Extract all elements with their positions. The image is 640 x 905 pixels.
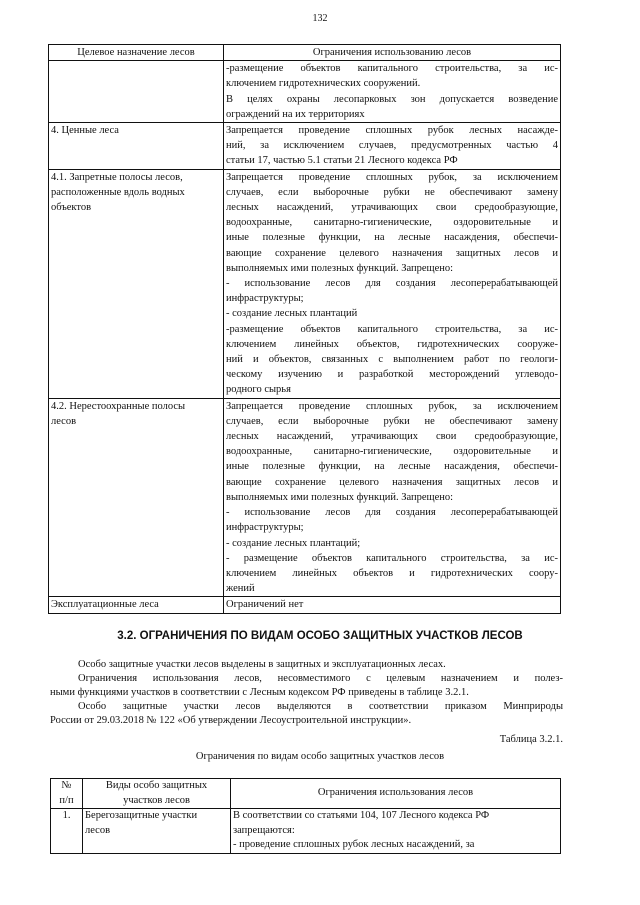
restriction-line: выполняемых ими полезных функций. Запрещено: (226, 262, 454, 274)
paragraph-line: России от 29.03.2018 № 122 «Об утверждении Лесоустроительной инструкции». (50, 715, 412, 727)
restriction-line: инфраструктуры; (226, 293, 304, 305)
restriction-line: Ограничений нет (226, 599, 304, 611)
page-number: 132 (312, 13, 328, 24)
column-header-restrictions: Ограничения использования лесов (231, 779, 561, 809)
table-row (49, 61, 561, 123)
table-row (49, 398, 561, 597)
restriction-line: случаев, если выборочные рубки не обеспечивают замену (226, 415, 558, 427)
row-number: 1. (51, 809, 83, 854)
row-restrictions: В соответствии со статьями 104, 107 Лесного кодекса РФ запрещаются: - проведение сплошных рубок лесных насаждений, за (231, 809, 561, 854)
table-row (49, 169, 561, 398)
restriction-line: жений (226, 583, 255, 595)
purpose-line: 4. Ценные леса (51, 125, 119, 137)
restriction-line: ний, за исключением случаев, предусмотренных частью 4 (226, 140, 558, 152)
table-row (49, 597, 561, 613)
table-header-row (51, 779, 561, 809)
restriction-line: лесных насаждений, утрачивающих свои средообразующие, (226, 202, 558, 214)
restriction-line: случаев, если выборочные рубки не обеспечивают замену (226, 186, 558, 198)
table-row (49, 123, 561, 170)
row-purpose (49, 597, 224, 613)
restriction-line: родного сырья (226, 384, 291, 396)
restriction-line: Запрещается проведение сплошных рубок, за исключением (226, 171, 558, 183)
table-number: Таблица 3.2.1. (499, 734, 563, 745)
row-restrictions (224, 61, 561, 123)
restriction-line: - использование лесов для создания лесоперерабатывающей (226, 278, 558, 290)
purpose-line: 4.2. Нерестоохранные полосы (51, 400, 186, 412)
forest-purpose-restrictions-table (48, 44, 561, 614)
column-header-purpose: Целевое назначение лесов (49, 45, 224, 61)
restriction-line: выполняемых ими полезных функций. Запрещено: (226, 491, 454, 503)
purpose-line: Эксплуатационные леса (51, 599, 159, 611)
restriction-line: - создание лесных плантаций (226, 308, 358, 320)
restriction-line: В целях охраны лесопарковых зон допускается возведение (226, 93, 558, 105)
restriction-line: ключением гидротехнических сооружений. (226, 78, 421, 90)
restriction-line: ческому изучению и разработкой месторождений углеводо- (226, 369, 558, 381)
row-purpose (49, 169, 224, 398)
row-purpose (49, 123, 224, 170)
row-purpose (49, 398, 224, 597)
restriction-line: инфраструктуры; (226, 522, 304, 534)
restriction-line: -размещение объектов капитального строительства, за ис- (226, 63, 558, 75)
paragraph-3 (50, 700, 563, 728)
restriction-line: иные полезные функции, на лесные насаждения, обеспечи- (226, 461, 558, 473)
restriction-line: лесных насаждений, утрачивающих свои средообразующие, (226, 431, 558, 443)
restriction-line: ключением линейных объектов и гидротехнических соору- (226, 567, 558, 579)
column-header-restrictions: Ограничения использованию лесов (224, 45, 561, 61)
restriction-line: ний и объектов, связанных с выполнением работ по геологи- (226, 354, 558, 366)
restriction-line: ограждений на их территориях (226, 108, 365, 120)
paragraph-line: Ограничения использования лесов, несовместимого с целевым назначением и полез- (78, 673, 563, 684)
table-row (51, 809, 561, 854)
table-caption: Ограничения по видам особо защитных участков лесов (195, 751, 445, 762)
restriction-line: Запрещается проведение сплошных рубок лесных насажде- (226, 125, 558, 137)
paragraph-line: Особо защитные участки лесов выделяются в соответствии приказом Минприроды (78, 701, 563, 712)
row-purpose (49, 61, 224, 123)
section-heading: 3.2. ОГРАНИЧЕНИЯ ПО ВИДАМ ОСОБО ЗАЩИТНЫХ УЧАСТКОВ ЛЕСОВ (117, 630, 523, 642)
paragraph-line: ными функциями участков в соответствии с Лесным кодексом РФ приведены в таблице 3.2.1. (50, 687, 469, 699)
table-header-row (49, 45, 561, 61)
restriction-line: - размещение объектов капитального строительства, за ис- (226, 552, 558, 564)
restriction-line: вающие сохранение целевого назначения защитных лесов и (226, 476, 558, 488)
restriction-line: вающие сохранение целевого назначения защитных лесов и (226, 247, 558, 259)
restriction-line: -размещение объектов капитального строительства, за ис- (226, 323, 558, 335)
protective-sites-restrictions-table (50, 778, 561, 854)
column-header-kind: Виды особо защитных участков лесов (83, 779, 231, 809)
row-restrictions (224, 169, 561, 398)
restriction-line: Запрещается проведение сплошных рубок, за исключением (226, 400, 558, 412)
row-restrictions (224, 398, 561, 597)
restriction-line: - создание лесных плантаций; (226, 537, 361, 549)
purpose-line: лесов (51, 415, 77, 427)
purpose-line: объектов (51, 202, 92, 214)
row-restrictions (224, 123, 561, 170)
column-header-number: № п/п (51, 779, 83, 809)
row-restrictions (224, 597, 561, 613)
paragraph-1 (50, 658, 563, 672)
restriction-line: иные полезные функции, на лесные насаждения, обеспечи- (226, 232, 558, 244)
row-kind: Берегозащитные участки лесов (83, 809, 231, 854)
purpose-line: расположенные вдоль водных (51, 186, 185, 198)
restriction-line: ключением линейных объектов, гидротехнических сооруже- (226, 338, 558, 350)
restriction-line: - использование лесов для создания лесоперерабатывающей (226, 507, 558, 519)
purpose-line: 4.1. Запретные полосы лесов, (51, 171, 183, 183)
restriction-line: статьи 17, частью 5.1 статьи 21 Лесного кодекса РФ (226, 155, 458, 167)
restriction-line: водоохранные, санитарно-гигиенические, оздоровительные и (226, 446, 558, 458)
paragraph-line: Особо защитные участки лесов выделены в защитных и эксплуатационных лесах. (78, 659, 446, 670)
restriction-line: водоохранные, санитарно-гигиенические, оздоровительные и (226, 217, 558, 229)
paragraph-2 (50, 672, 563, 700)
